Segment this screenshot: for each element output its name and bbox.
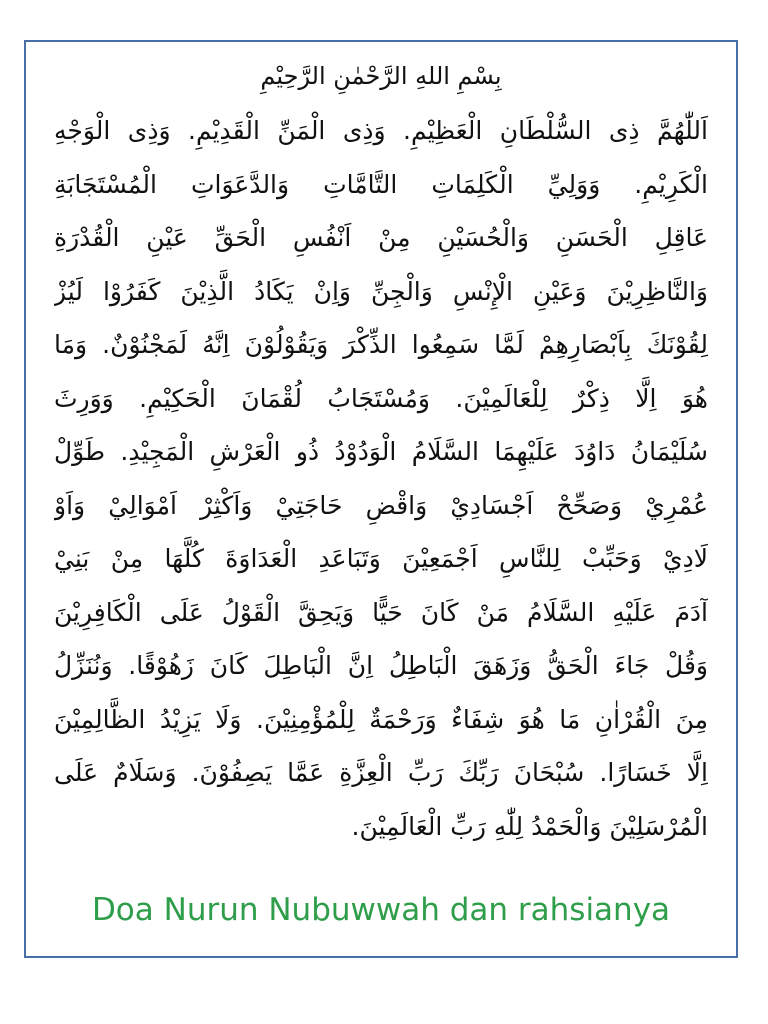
prayer-line-12: مِنَ الْقُرْاٰنِ مَا هُوَ شِفَاءٌ وَرَحْمَةٌ لِلْمُؤْمِنِيْنَ. وَلَا يَزِيْدُ الظَّالِمِيْنَ [54, 704, 708, 734]
prayer-line-3: عَاقِلِ الْحَسَنِ وَالْحُسَيْنِ مِنْ اَنْفُسِ الْحَقِّ عَيْنِ الْقُدْرَةِ [54, 223, 708, 252]
prayer-text [54, 104, 708, 853]
prayer-line-2: الْكَرِيْمِ. وَوَلِيِّ الْكَلِمَاتِ التَّامَّاتِ وَالدَّعَوَاتِ الْمُسْتَجَابَةِ [54, 169, 708, 199]
prayer-line-8: عُمْرِيْ وَصَحِّحْ اَجْسَادِيْ وَاقْضِ حَاجَتِيْ وَاَكْثِرْ اَمْوَالِيْ وَاَوْ [54, 490, 708, 520]
prayer-line-13: اِلَّا خَسَارًا. سُبْحَانَ رَبِّكَ رَبِّ الْعِزَّةِ عَمَّا يَصِفُوْنَ. وَسَلَامٌ عَلَى [54, 758, 708, 787]
document-frame [24, 40, 738, 958]
prayer-line-5: لِقُوْنَكَ بِاَبْصَارِهِمْ لَمَّا سَمِعُوا الذِّكْرَ وَيَقُوْلُوْنَ اِنَّهُ لَمَجْنُوْنٌ. وَمَا [54, 330, 708, 359]
basmala-heading: بِسْمِ اللهِ الرَّحْمٰنِ الرَّحِيْمِ [260, 62, 502, 90]
prayer-line-14: الْمُرْسَلِيْنَ وَالْحَمْدُ لِلّٰهِ رَبِّ الْعَالَمِيْنَ. [351, 811, 708, 841]
prayer-line-1: اَللّٰهُمَّ ذِى السُّلْطَانِ الْعَظِيْمِ. وَذِى الْمَنِّ الْقَدِيْمِ. وَذِى الْوَجْهِ [54, 116, 708, 145]
prayer-line-11: وَقُلْ جَاءَ الْحَقُّ وَزَهَقَ الْبَاطِلُ اِنَّ الْبَاطِلَ كَانَ زَهُوْقًا. وَنُنَزِّلُ [54, 651, 708, 680]
caption-title: Doa Nurun Nubuwwah dan rahsianya [91, 892, 671, 928]
prayer-line-7: سُلَيْمَانُ دَاوُدَ عَلَيْهِمَا السَّلَامُ الْوَدُوْدُ ذُو الْعَرْشِ الْمَجِيْدِ. طَوِّلْ [54, 437, 708, 466]
prayer-line-9: لَادِيْ وَحَبِّبْ لِلنَّاسِ اَجْمَعِيْنَ وَتَبَاعَدِ الْعَدَاوَةَ كُلَّهَا مِنْ بَنِيْ [54, 544, 708, 573]
prayer-line-6: هُوَ اِلَّا ذِكْرٌ لِلْعَالَمِيْنَ. وَمُسْتَجَابُ لُقْمَانَ الْحَكِيْمِ. وَوَرِثَ [54, 383, 708, 413]
prayer-line-4: وَالنَّاظِرِيْنَ وَعَيْنِ الْإِنْسِ وَالْجِنِّ وَاِنْ يَكَادُ الَّذِيْنَ كَفَرُوْا لَيُزْ [54, 276, 708, 306]
prayer-line-10: آدَمَ عَلَيْهِ السَّلَامُ مَنْ كَانَ حَيًّا وَيَحِقَّ الْقَوْلُ عَلَى الْكَافِرِيْنَ [54, 597, 708, 627]
